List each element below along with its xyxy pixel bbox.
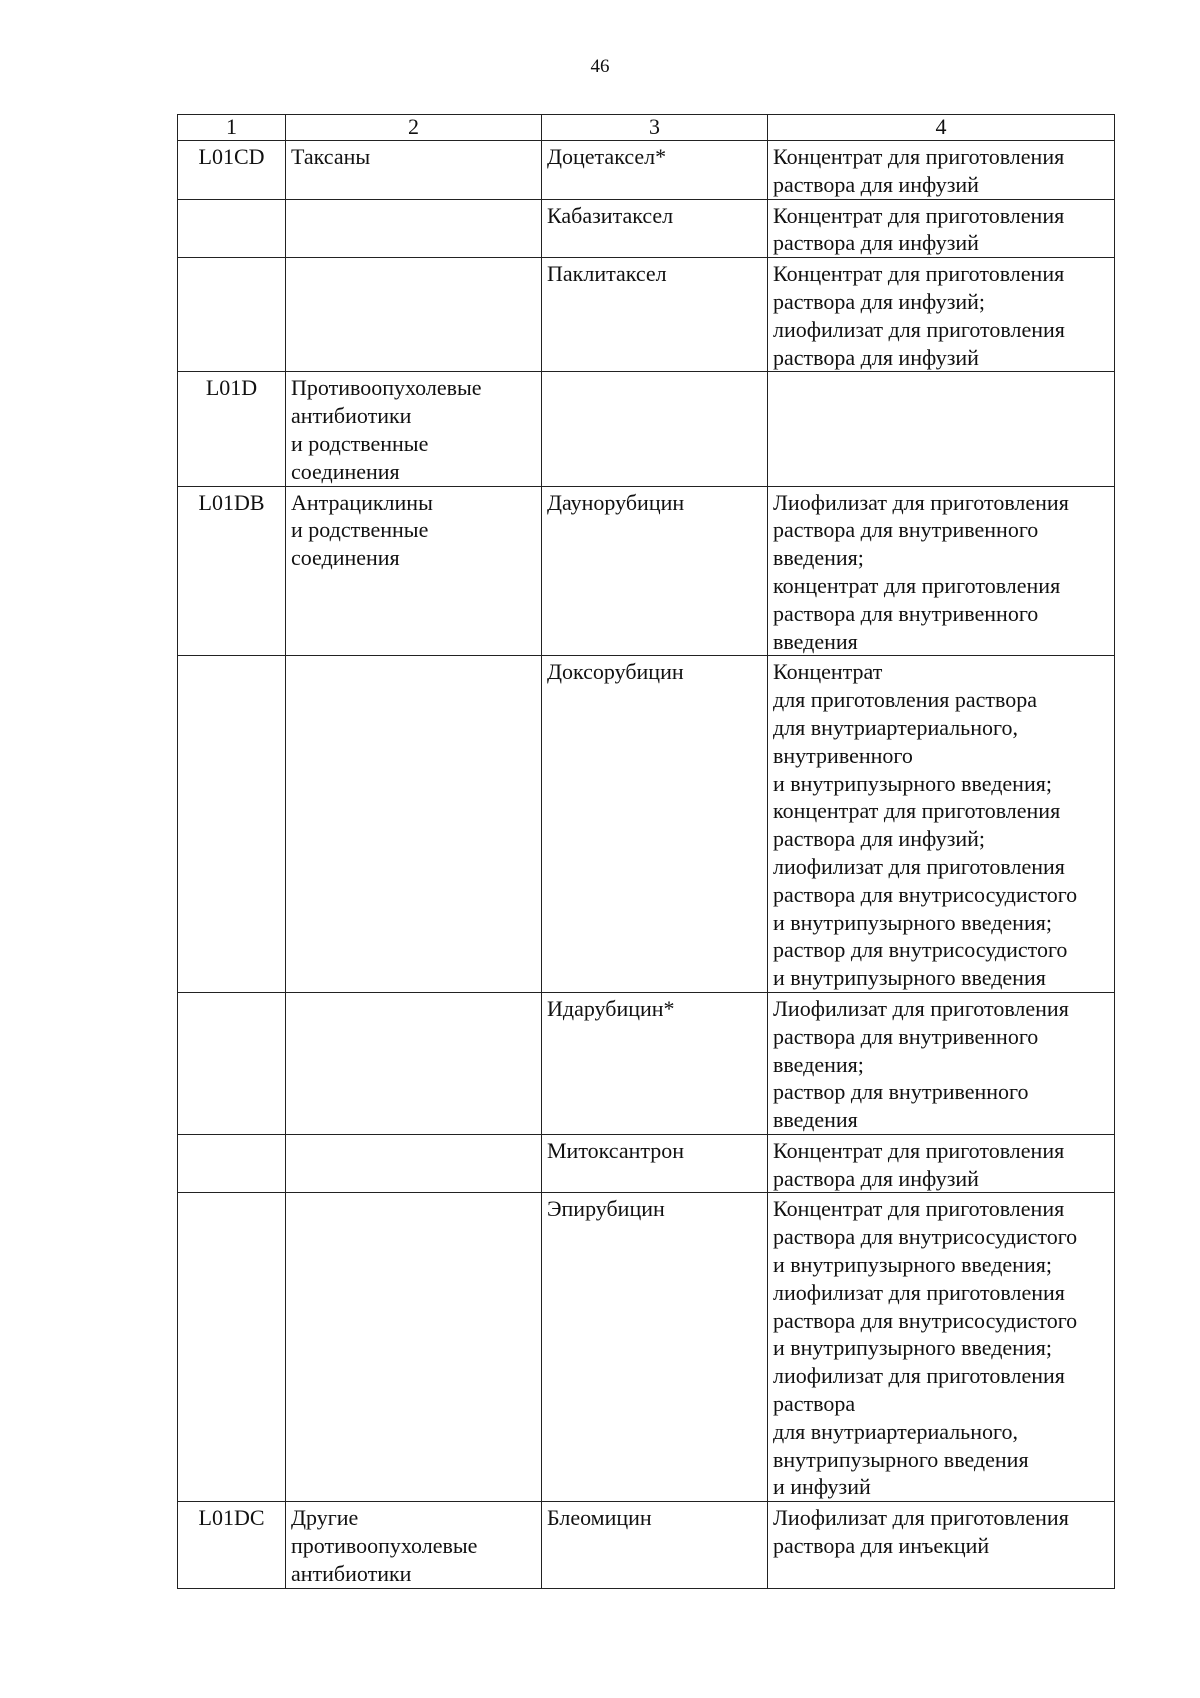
atc-code-cell — [178, 1193, 286, 1502]
dosage-form-cell: Лиофилизат для приготовления раствора для внутривенного введения; раствор для внутривенного введения — [768, 992, 1115, 1134]
atc-code-cell: L01DC — [178, 1502, 286, 1588]
atc-code-cell: L01DB — [178, 486, 286, 656]
atc-code-cell — [178, 992, 286, 1134]
drug-name-cell: Кабазитаксел — [542, 199, 768, 258]
group-cell — [286, 258, 542, 372]
drug-name-cell: Митоксантрон — [542, 1134, 768, 1193]
dosage-form-cell: Лиофилизат для приготовления раствора для инъекций — [768, 1502, 1115, 1588]
drug-name-cell: Эпирубицин — [542, 1193, 768, 1502]
group-cell — [286, 1134, 542, 1193]
table-row — [178, 258, 1115, 372]
group-cell: Таксаны — [286, 141, 542, 200]
atc-code-cell: L01CD — [178, 141, 286, 200]
drug-name-cell: Даунорубицин — [542, 486, 768, 656]
dosage-form-cell — [768, 372, 1115, 486]
dosage-form-cell: Концентрат для приготовления раствора для инфузий; лиофилизат для приготовления раствора для инфузий — [768, 258, 1115, 372]
atc-code-cell — [178, 199, 286, 258]
table-row — [178, 992, 1115, 1134]
drug-name-cell: Блеомицин — [542, 1502, 768, 1588]
page-number: 46 — [590, 56, 610, 77]
table-row — [178, 1134, 1115, 1193]
header-col-2: 2 — [286, 115, 542, 141]
table-row — [178, 199, 1115, 258]
atc-code-cell: L01D — [178, 372, 286, 486]
dosage-form-cell: Лиофилизат для приготовления раствора для внутривенного введения; концентрат для приготовления раствора для внутривенного введения — [768, 486, 1115, 656]
atc-code-cell — [178, 258, 286, 372]
group-cell: Антрациклины и родственные соединения — [286, 486, 542, 656]
group-cell — [286, 1193, 542, 1502]
table-header-row — [178, 115, 1115, 141]
atc-code-cell — [178, 656, 286, 993]
group-cell: Другие противоопухолевые антибиотики — [286, 1502, 542, 1588]
header-col-1: 1 — [178, 115, 286, 141]
dosage-form-cell: Концентрат для приготовления раствора для внутриартериального, внутривенного и внутрипузырного введения; концентрат для приготовления раствора для инфузий; лиофилизат для приготовления раствора для внутрисосудистого и внутрипузырного введения; раствор для внутрисосудистого и внутрипузырного введения — [768, 656, 1115, 993]
group-cell — [286, 656, 542, 993]
header-col-3: 3 — [542, 115, 768, 141]
drug-name-cell — [542, 372, 768, 486]
dosage-form-cell: Концентрат для приготовления раствора для инфузий — [768, 1134, 1115, 1193]
header-col-4: 4 — [768, 115, 1115, 141]
drug-name-cell: Доцетаксел* — [542, 141, 768, 200]
table-row — [178, 1193, 1115, 1502]
drug-name-cell: Идарубицин* — [542, 992, 768, 1134]
dosage-form-cell: Концентрат для приготовления раствора для инфузий — [768, 199, 1115, 258]
drug-table — [177, 114, 1115, 1589]
group-cell — [286, 992, 542, 1134]
atc-code-cell — [178, 1134, 286, 1193]
table-row — [178, 141, 1115, 200]
dosage-form-cell: Концентрат для приготовления раствора для внутрисосудистого и внутрипузырного введения; лиофилизат для приготовления раствора для внутрисосудистого и внутрипузырного введения; лиофилизат для приготовления раствора для внутриартериального, внутрипузырного введения и инфузий — [768, 1193, 1115, 1502]
table-row — [178, 372, 1115, 486]
group-cell: Противоопухолевые антибиотики и родственные соединения — [286, 372, 542, 486]
table-row — [178, 486, 1115, 656]
drug-name-cell: Паклитаксел — [542, 258, 768, 372]
table-row — [178, 656, 1115, 993]
drug-name-cell: Доксорубицин — [542, 656, 768, 993]
table-row — [178, 1502, 1115, 1588]
group-cell — [286, 199, 542, 258]
dosage-form-cell: Концентрат для приготовления раствора для инфузий — [768, 141, 1115, 200]
